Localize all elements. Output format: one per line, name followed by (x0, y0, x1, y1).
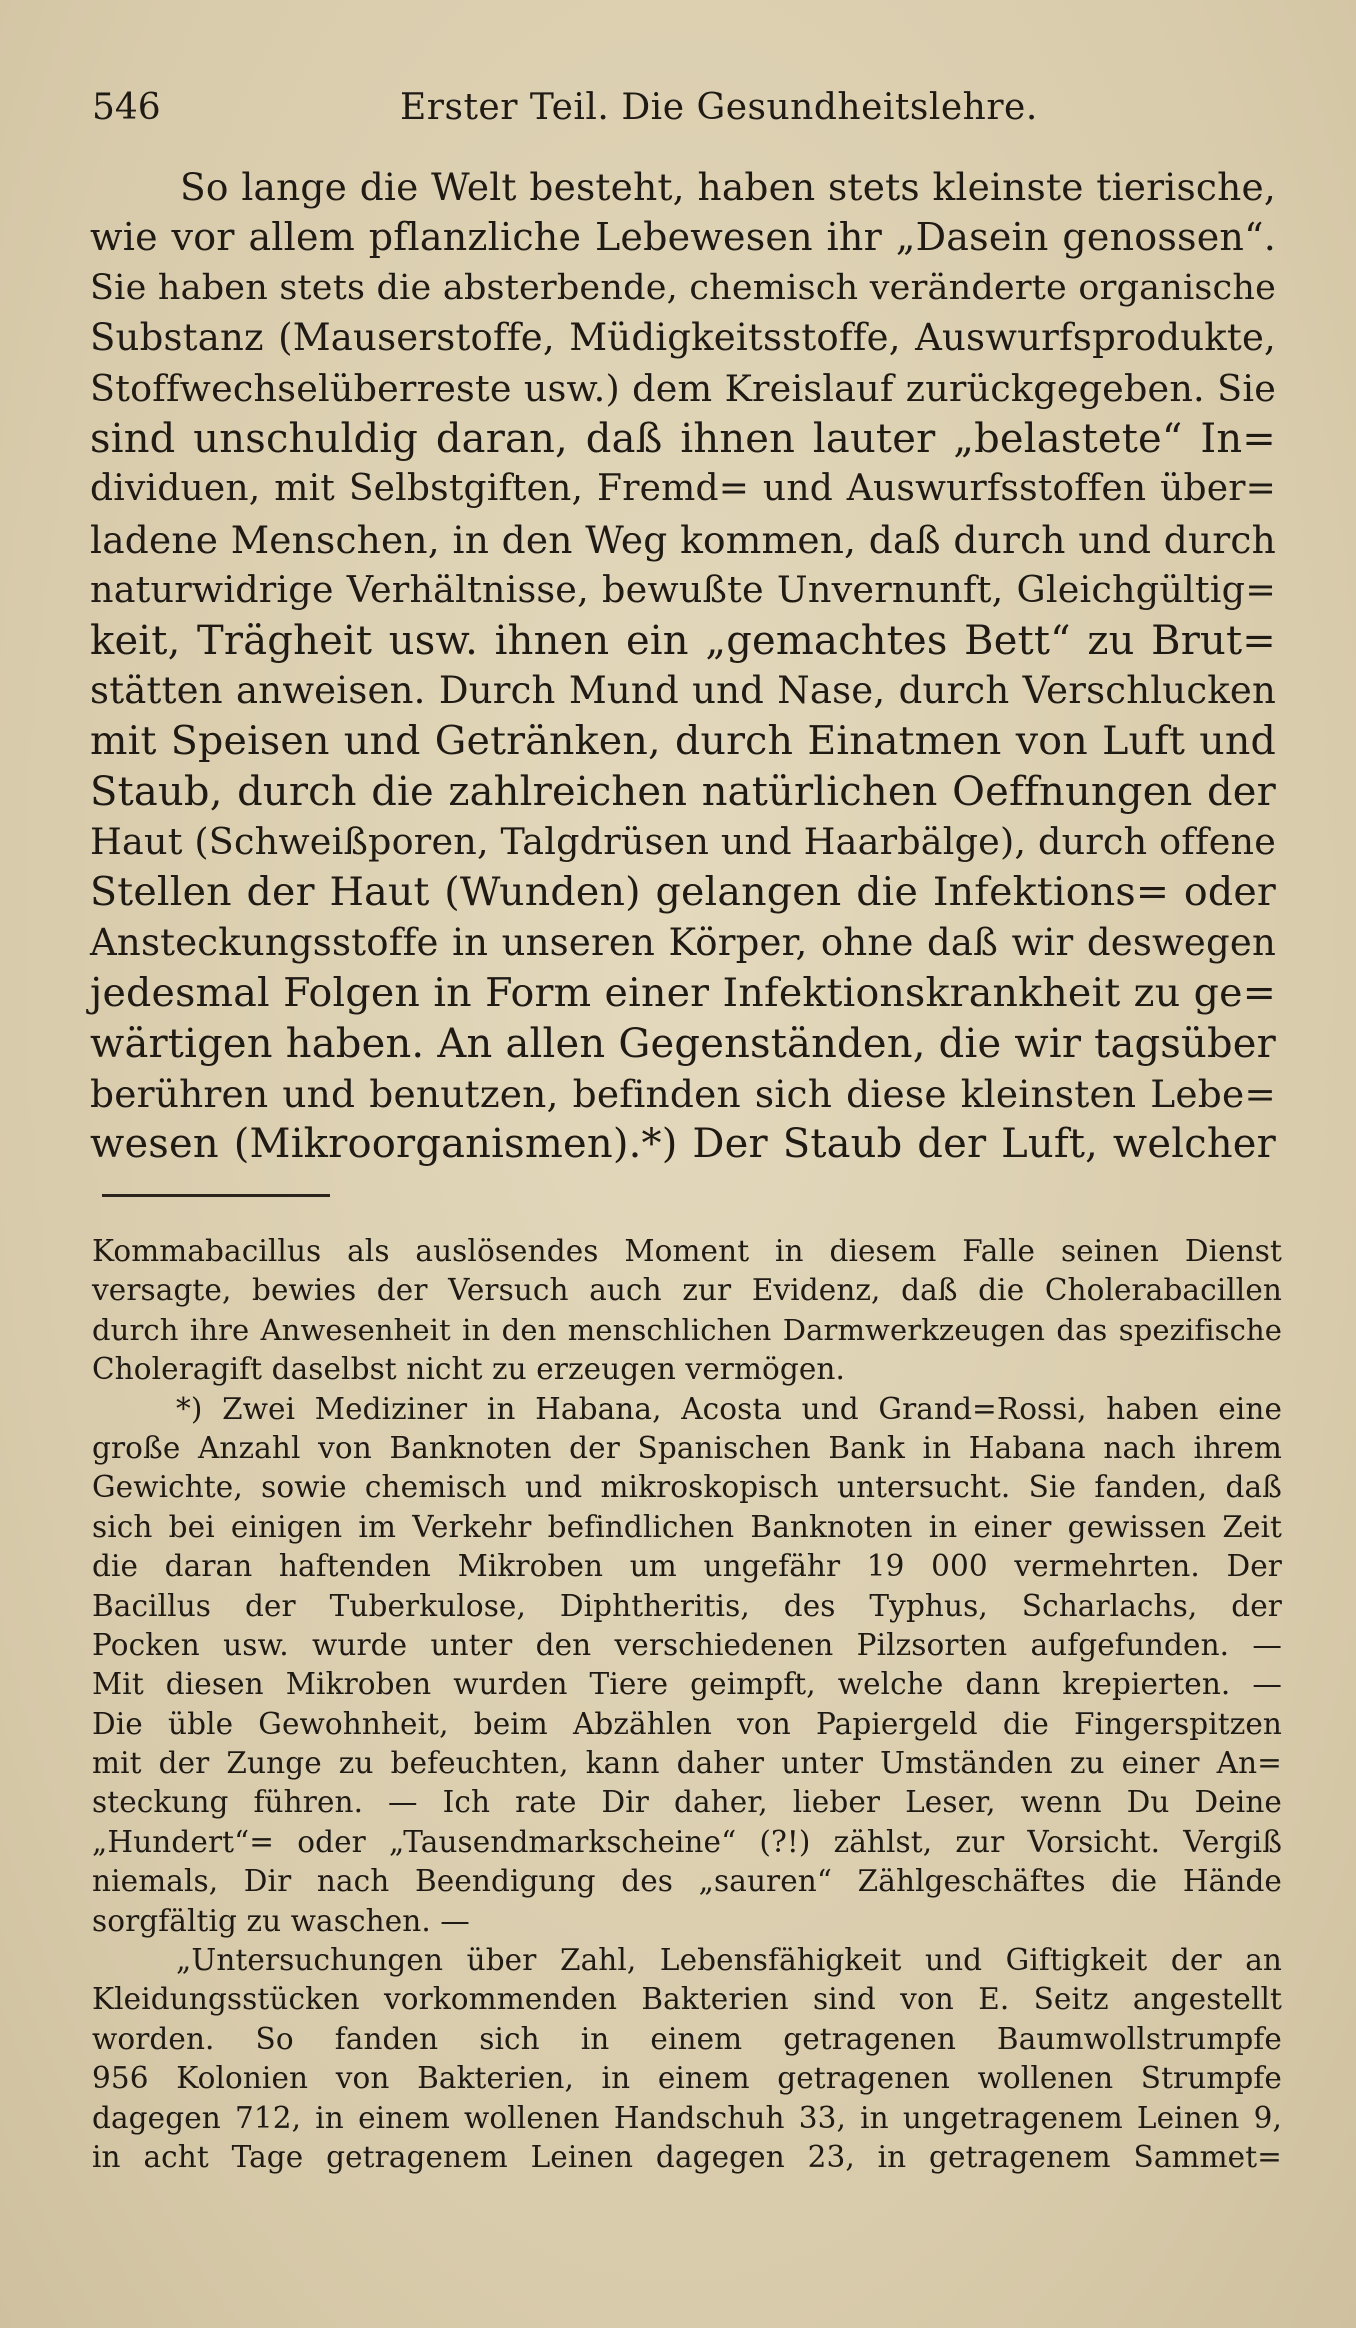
text-line: wärtigen haben. An allen Gegenständen, die wir tagsüber (90, 1020, 1276, 1067)
footnote-line: mit der Zunge zu befeuchten, kann daher unter Umständen zu einer An= (92, 1746, 1282, 1781)
footnotes (92, 1232, 1282, 2177)
footnote-line: dagegen 712, in einem wollenen Handschuh 33, in ungetragenem Leinen 9, (92, 2100, 1282, 2135)
text-line: mit Speisen und Getränken, durch Einatmen von Luft und (90, 718, 1276, 765)
footnote-line: *) Zwei Mediziner in Habana, Acosta und Grand=Rossi, haben eine (176, 1391, 1282, 1426)
footnote-line: in acht Tage getragenem Leinen dagegen 23, in getragenem Sammet= (92, 2139, 1282, 2174)
running-title: Erster Teil. Die Gesundheitslehre. (400, 87, 1038, 128)
text-line: naturwidrige Verhältnisse, bewußte Unvernunft, Gleichgültig= (90, 568, 1276, 612)
text-line: keit, Trägheit usw. ihnen ein „gemachtes Bett“ zu Brut= (90, 617, 1276, 664)
footnote-line: Die üble Gewohnheit, beim Abzählen von Papiergeld die Fingerspitzen (92, 1706, 1282, 1741)
footnote-line: sich bei einigen im Verkehr befindlichen Banknoten in einer gewissen Zeit (92, 1509, 1282, 1544)
main-text (90, 162, 1276, 1170)
text-line: wesen (Mikroorganismen).*) Der Staub der Luft, welcher (90, 1121, 1276, 1168)
footnote-line: die daran haftenden Mikroben um ungefähr 19 000 vermehrten. Der (92, 1549, 1282, 1584)
footnote-line: niemals, Dir nach Beendigung des „sauren“ Zählgeschäftes die Hände (92, 1864, 1282, 1899)
footnote-line: Gewichte, sowie chemisch und mikroskopisch untersucht. Sie fanden, daß (92, 1470, 1282, 1505)
footnote-line: „Untersuchungen über Zahl, Lebensfähigkeit und Giftigkeit der an (176, 1943, 1282, 1978)
footnote-line: Mit diesen Mikroben wurden Tiere geimpft, welche dann krepierten. — (92, 1667, 1282, 1702)
footnote-line: Pocken usw. wurde unter den verschiedenen Pilzsorten aufgefunden. — (92, 1627, 1282, 1662)
text-line: Stoffwechselüberreste usw.) dem Kreislauf zurückgegeben. Sie (90, 366, 1276, 410)
text-line: Sie haben stets die absterbende, chemisch veränderte organische (90, 267, 1276, 308)
footnote-line: „Hundert“= oder „Tausendmarkscheine“ (?!) zählst, zur Vorsicht. Vergiß (92, 1824, 1282, 1859)
text-line: sind unschuldig daran, daß ihnen lauter „belastete“ In= (90, 415, 1276, 462)
footnote-line: worden. So fanden sich in einem getragenen Baumwollstrumpfe (92, 2021, 1282, 2056)
footnote-line: durch ihre Anwesenheit in den menschlichen Darmwerkzeugen das spezifische (92, 1312, 1282, 1347)
text-line: So lange die Welt besteht, haben stets kleinste tierische, (180, 165, 1276, 209)
footnote-line: Choleragift daselbst nicht zu erzeugen vermögen. (92, 1352, 846, 1387)
text-line: wie vor allem pflanzliche Lebewesen ihr „Dasein genossen“. (90, 215, 1276, 260)
footnote-line: steckung führen. — Ich rate Dir daher, lieber Leser, wenn Du Deine (92, 1785, 1282, 1820)
text-line: ladene Menschen, in den Weg kommen, daß durch und durch (90, 517, 1276, 562)
text-line: berühren und benutzen, befinden sich diese kleinsten Lebe= (90, 1072, 1276, 1117)
footnote-line: 956 Kolonien von Bakterien, in einem getragenen wollenen Strumpfe (92, 2061, 1282, 2096)
text-line: Staub, durch die zahlreichen natürlichen Oeffnungen der (90, 768, 1276, 815)
footnote-line: Kommabacillus als auslösendes Moment in diesem Falle seinen Dienst (92, 1234, 1282, 1268)
footnote-line: Kleidungsstücken vorkommenden Bakterien sind von E. Seitz angestellt (92, 1982, 1282, 2017)
text-line: dividuen, mit Selbstgiften, Fremd= und Auswurfsstoffen über= (90, 468, 1276, 510)
text-line: Ansteckungsstoffe in unseren Körper, ohne daß wir deswegen (90, 920, 1276, 964)
text-line: jedesmal Folgen in Form einer Infektionskrankheit zu ge= (90, 970, 1276, 1017)
footnote-divider (102, 1194, 330, 1197)
footnote-line: Bacillus der Tuberkulose, Diphtheritis, des Typhus, Scharlachs, der (92, 1588, 1282, 1623)
footnote-line: versagte, bewies der Versuch auch zur Evidenz, daß die Cholerabacillen (92, 1273, 1282, 1308)
footnote-line: große Anzahl von Banknoten der Spanischen Bank in Habana nach ihrem (92, 1430, 1282, 1465)
footnote-line: sorgfältig zu waschen. — (92, 1903, 470, 1938)
page-header (92, 78, 1272, 138)
page-number: 546 (92, 87, 161, 128)
text-line: Substanz (Mauserstoffe, Müdigkeitsstoffe, Auswurfsprodukte, (90, 316, 1276, 360)
text-line: Haut (Schweißporen, Talgdrüsen und Haarbälge), durch offene (90, 820, 1277, 864)
text-line: stätten anweisen. Durch Mund und Nase, durch Verschlucken (90, 668, 1276, 712)
text-line: Stellen der Haut (Wunden) gelangen die Infektions= oder (90, 869, 1276, 916)
